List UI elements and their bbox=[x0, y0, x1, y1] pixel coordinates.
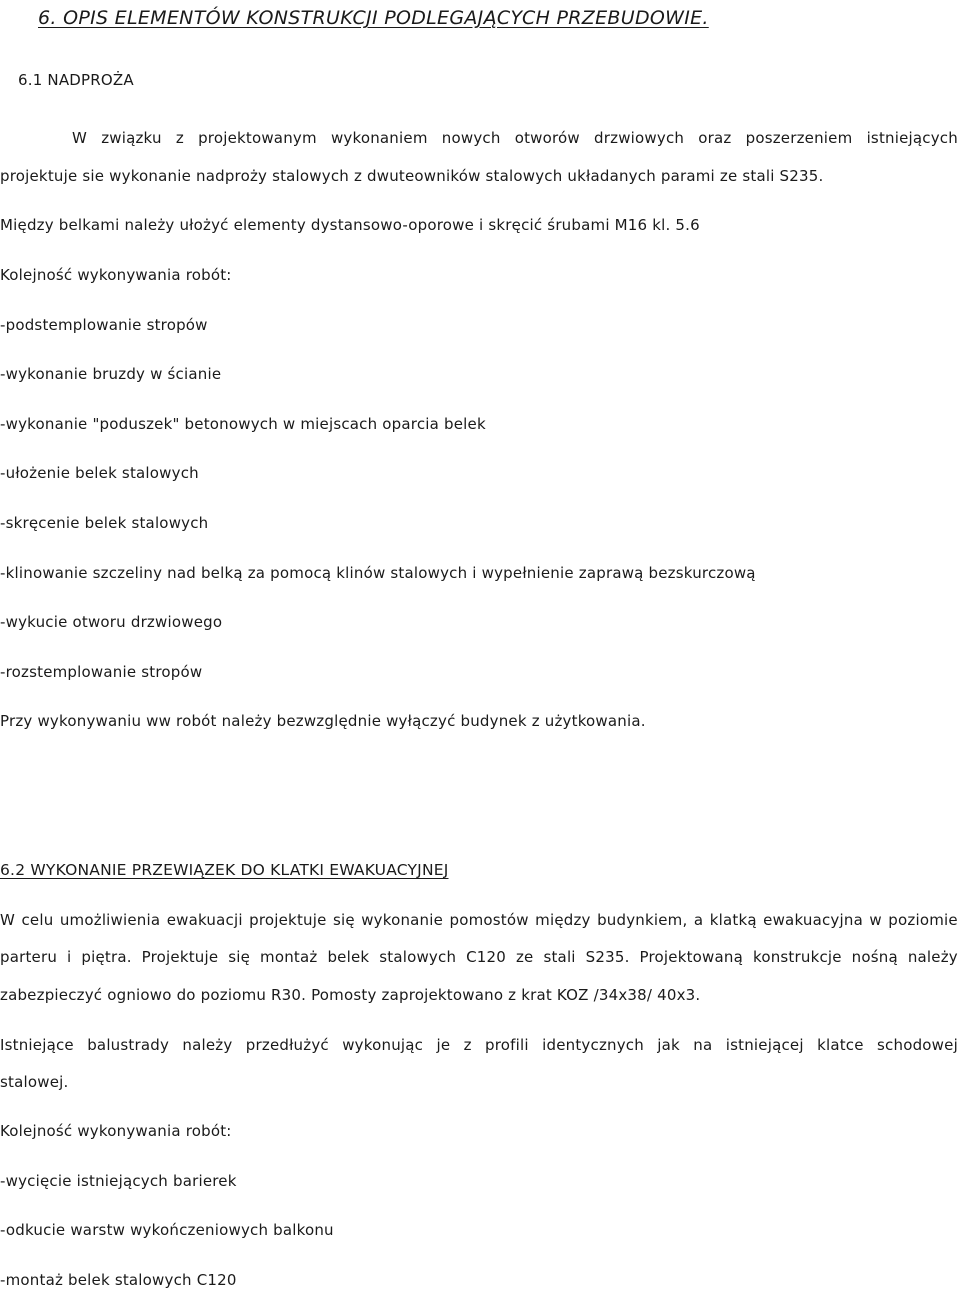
word: stalowych bbox=[379, 948, 457, 966]
s2-paragraph2-line2: stalowej. bbox=[0, 1073, 69, 1091]
s1-step-8: -rozstemplowanie stropów bbox=[0, 663, 203, 681]
word: wykonanie bbox=[361, 911, 444, 929]
word: nowych bbox=[441, 129, 501, 147]
word: pomostów bbox=[449, 911, 529, 929]
s1-order-label: Kolejność wykonywania robót: bbox=[0, 266, 232, 284]
word: ze bbox=[515, 948, 534, 966]
s1-note: Przy wykonywaniu ww robót należy bezwzględnie wyłączyć budynek z użytkowania. bbox=[0, 712, 646, 730]
word: związku bbox=[101, 129, 162, 147]
section-heading-6-1: 6.1 NADPROŻA bbox=[18, 71, 134, 89]
s2-order-label: Kolejność wykonywania robót: bbox=[0, 1122, 232, 1140]
s1-paragraph2: Między belkami należy ułożyć elementy dystansowo-oporowe i skręcić śrubami M16 kl. 5.6 bbox=[0, 216, 700, 234]
s1-step-3: -wykonanie "poduszek" betonowych w miejscach oparcia belek bbox=[0, 415, 486, 433]
s2-step-2: -odkucie warstw wykończeniowych balkonu bbox=[0, 1221, 334, 1239]
s1-paragraph1-line1 bbox=[0, 128, 958, 148]
word: ewakuacyjna bbox=[763, 911, 863, 929]
word: celu bbox=[21, 911, 54, 929]
word: oraz bbox=[698, 129, 732, 147]
word: nośną bbox=[851, 948, 898, 966]
word: przedłużyć bbox=[245, 1036, 329, 1054]
word: w bbox=[869, 911, 882, 929]
word: S235. bbox=[585, 948, 630, 966]
word: ewakuacji bbox=[166, 911, 243, 929]
s2-step-3: -montaż belek stalowych C120 bbox=[0, 1271, 237, 1289]
word: umożliwienia bbox=[59, 911, 161, 929]
word: montaż bbox=[260, 948, 318, 966]
s1-step-1: -podstemplowanie stropów bbox=[0, 316, 208, 334]
word: profili bbox=[485, 1036, 529, 1054]
word: się bbox=[332, 911, 355, 929]
s2-step-1: -wycięcie istniejących barierek bbox=[0, 1172, 237, 1190]
word: a bbox=[693, 911, 704, 929]
word: Projektowaną bbox=[639, 948, 744, 966]
word: i bbox=[67, 948, 72, 966]
word: z bbox=[175, 129, 184, 147]
s1-step-7: -wykucie otworu drzwiowego bbox=[0, 613, 223, 631]
word: projektowanym bbox=[198, 129, 317, 147]
word: belek bbox=[327, 948, 370, 966]
section-heading-6-2: 6.2 WYKONANIE PRZEWIĄZEK DO KLATKI EWAKUACYJNEJ bbox=[0, 861, 449, 879]
word: schodowej bbox=[877, 1036, 958, 1054]
word: W bbox=[72, 129, 88, 147]
word: poszerzeniem bbox=[745, 129, 853, 147]
s1-step-5: -skręcenie belek stalowych bbox=[0, 514, 209, 532]
word: Istniejące bbox=[0, 1036, 74, 1054]
s1-paragraph1-line2: projektuje sie wykonanie nadproży stalowych z dwuteowników stalowych układanych parami ze stali S235. bbox=[0, 167, 824, 185]
s2-paragraph1-line3: zabezpieczyć ogniowo do poziomu R30. Pomosty zaprojektowano z krat KOZ /34x38/ 40x3. bbox=[0, 986, 701, 1004]
word: je bbox=[436, 1036, 451, 1054]
word: istniejących bbox=[866, 129, 958, 147]
word: parteru bbox=[0, 948, 58, 966]
s2-paragraph1-line1 bbox=[0, 910, 958, 930]
word: identycznych bbox=[542, 1036, 644, 1054]
s1-step-4: -ułożenie belek stalowych bbox=[0, 464, 199, 482]
word: projektuje bbox=[249, 911, 327, 929]
word: na bbox=[693, 1036, 713, 1054]
word: W bbox=[0, 911, 16, 929]
word: należy bbox=[182, 1036, 233, 1054]
word: istniejącej bbox=[725, 1036, 804, 1054]
word: między bbox=[535, 911, 591, 929]
word: budynkiem, bbox=[597, 911, 688, 929]
word: C120 bbox=[466, 948, 507, 966]
word: jak bbox=[657, 1036, 680, 1054]
word: konstrukcje bbox=[752, 948, 842, 966]
s2-paragraph2-line1 bbox=[0, 1035, 958, 1055]
word: poziomie bbox=[888, 911, 958, 929]
word: piętra. bbox=[81, 948, 132, 966]
word: balustrady bbox=[87, 1036, 170, 1054]
word: się bbox=[228, 948, 251, 966]
word: otworów bbox=[514, 129, 580, 147]
word: należy bbox=[907, 948, 958, 966]
word: klatce bbox=[817, 1036, 864, 1054]
s2-paragraph1-line2 bbox=[0, 947, 958, 967]
s1-step-2: -wykonanie bruzdy w ścianie bbox=[0, 365, 222, 383]
page-title: 6. OPIS ELEMENTÓW KONSTRUKCJI PODLEGAJĄCYCH PRZEBUDOWIE. bbox=[38, 7, 709, 29]
word: z bbox=[463, 1036, 472, 1054]
word: drzwiowych bbox=[594, 129, 685, 147]
word: klatką bbox=[709, 911, 757, 929]
word: stali bbox=[543, 948, 576, 966]
word: wykonaniem bbox=[330, 129, 428, 147]
word: Projektuje bbox=[141, 948, 219, 966]
s1-step-6: -klinowanie szczeliny nad belką za pomocą klinów stalowych i wypełnienie zaprawą bezskurczową bbox=[0, 564, 756, 582]
word: wykonując bbox=[342, 1036, 424, 1054]
